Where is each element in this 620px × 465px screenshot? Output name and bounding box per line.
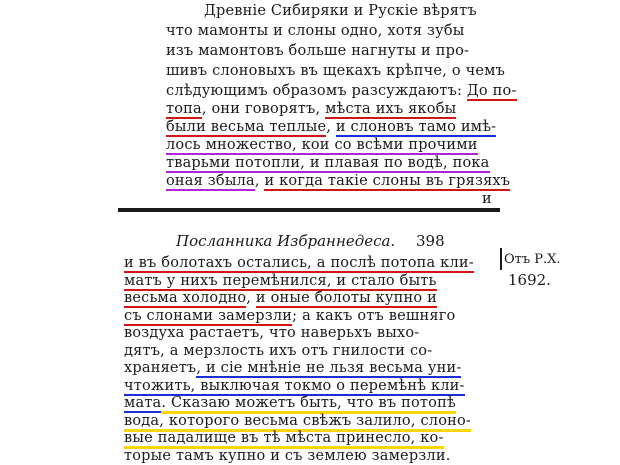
margin-note-era: Отъ Р.Х. xyxy=(504,252,561,267)
text-segment: дятъ, а мерзлость ихъ отъ гнилости со- xyxy=(124,342,433,359)
text-line xyxy=(124,307,455,325)
blue-underlined-text: мата xyxy=(124,395,162,411)
blue-underlined-text: чтожить, выключая токмо о перемѣнѣ кли- xyxy=(124,377,465,394)
text-line xyxy=(166,154,490,172)
purple-underlined-text: лось множество xyxy=(166,137,292,153)
text-line xyxy=(166,100,456,118)
purple-underlined-text: , кои со всѣми прочими xyxy=(292,137,478,153)
text-segment: , xyxy=(246,290,256,306)
text-line xyxy=(166,42,469,60)
text-line xyxy=(124,377,465,395)
red-underlined-text: и оные болоты купно и xyxy=(255,290,437,306)
text-line xyxy=(124,324,419,342)
text-line xyxy=(124,289,437,307)
yellow-underlined-text: вода, которого весьма свѣжъ залило, слоно- xyxy=(124,413,471,432)
red-underlined-text: , и стало быть xyxy=(326,272,437,289)
red-underlined-text: съ слонами замерзли xyxy=(124,307,293,324)
red-underlined-text: До по- xyxy=(466,83,517,99)
yellow-underlined-text: . Сказаю можетъ быть, что въ потопѣ xyxy=(161,395,456,414)
text-line xyxy=(124,394,456,412)
purple-underlined-text: , и плавая по водѣ, пока xyxy=(300,155,490,171)
red-underlined-text: были весьма теплые xyxy=(166,119,327,135)
text-line xyxy=(124,429,444,447)
red-underlined-text: мѣста ихъ якобы xyxy=(325,101,457,117)
text-segment: шивъ слоновыхъ въ щекахъ крѣпче, о чемъ xyxy=(166,63,506,79)
red-underlined-text: весьма холодно xyxy=(124,290,247,306)
red-underlined-text: топа xyxy=(166,101,202,117)
red-underlined-text: , а послѣ потопа кли- xyxy=(307,255,474,271)
purple-underlined-text: тварьми потопли xyxy=(166,155,301,171)
text-line xyxy=(124,272,437,290)
page-number: 398 xyxy=(416,232,445,250)
text-segment: слѣдующимъ образомъ разсуждаютъ: xyxy=(166,83,467,99)
catchword: и xyxy=(482,191,492,207)
text-line xyxy=(166,22,465,40)
text-segment: воздуха растаетъ, что наверьхъ выхо- xyxy=(124,325,420,341)
text-line xyxy=(124,254,474,272)
top-page-scan xyxy=(118,0,517,208)
yellow-underlined-text: вые падалище въ тѣ мѣста принесло, ко- xyxy=(124,430,444,449)
text-segment: , xyxy=(326,119,336,135)
text-segment: храняетъ xyxy=(124,360,197,376)
red-underlined-text: матъ у нихъ перемѣнился xyxy=(124,272,327,289)
text-line xyxy=(124,342,432,360)
text-segment: , xyxy=(254,173,265,189)
text-line xyxy=(166,136,478,154)
purple-underlined-text: оная збыла xyxy=(166,173,255,189)
page-divider xyxy=(118,208,500,212)
text-segment: Древніе Сибиряки и Рускіе вѣрятъ xyxy=(204,3,477,19)
text-line xyxy=(124,447,451,465)
margin-note-year: 1692. xyxy=(508,271,551,289)
text-line xyxy=(166,172,510,190)
text-segment: торые тамъ купно и съ землею замерзли. xyxy=(124,447,451,464)
text-segment: ; а какъ отъ вешняго xyxy=(292,307,456,324)
text-segment: изъ мамонтовъ больше нагнуты и про- xyxy=(166,43,470,59)
text-line xyxy=(124,412,471,430)
bottom-page-scan xyxy=(118,218,498,465)
red-underlined-text: и когда такіе слоны въ грязяхъ xyxy=(264,173,511,189)
text-segment: , они говорятъ, xyxy=(201,101,326,117)
text-segment: что мамонты и слоны одно, хотя зубы xyxy=(166,23,465,39)
text-line xyxy=(166,82,517,100)
text-line xyxy=(124,359,461,377)
running-header: Посланника Избраннедеса. xyxy=(176,232,396,250)
text-line xyxy=(204,2,477,20)
red-underlined-text: и въ болотахъ остались xyxy=(124,255,308,271)
blue-underlined-text: и слоновъ тамо имѣ- xyxy=(335,119,497,135)
blue-underlined-text: , и сіе мнѣніе не льзя весьма уни- xyxy=(196,360,462,376)
text-line xyxy=(166,62,505,80)
margin-rule xyxy=(500,248,502,270)
text-line xyxy=(166,118,496,136)
